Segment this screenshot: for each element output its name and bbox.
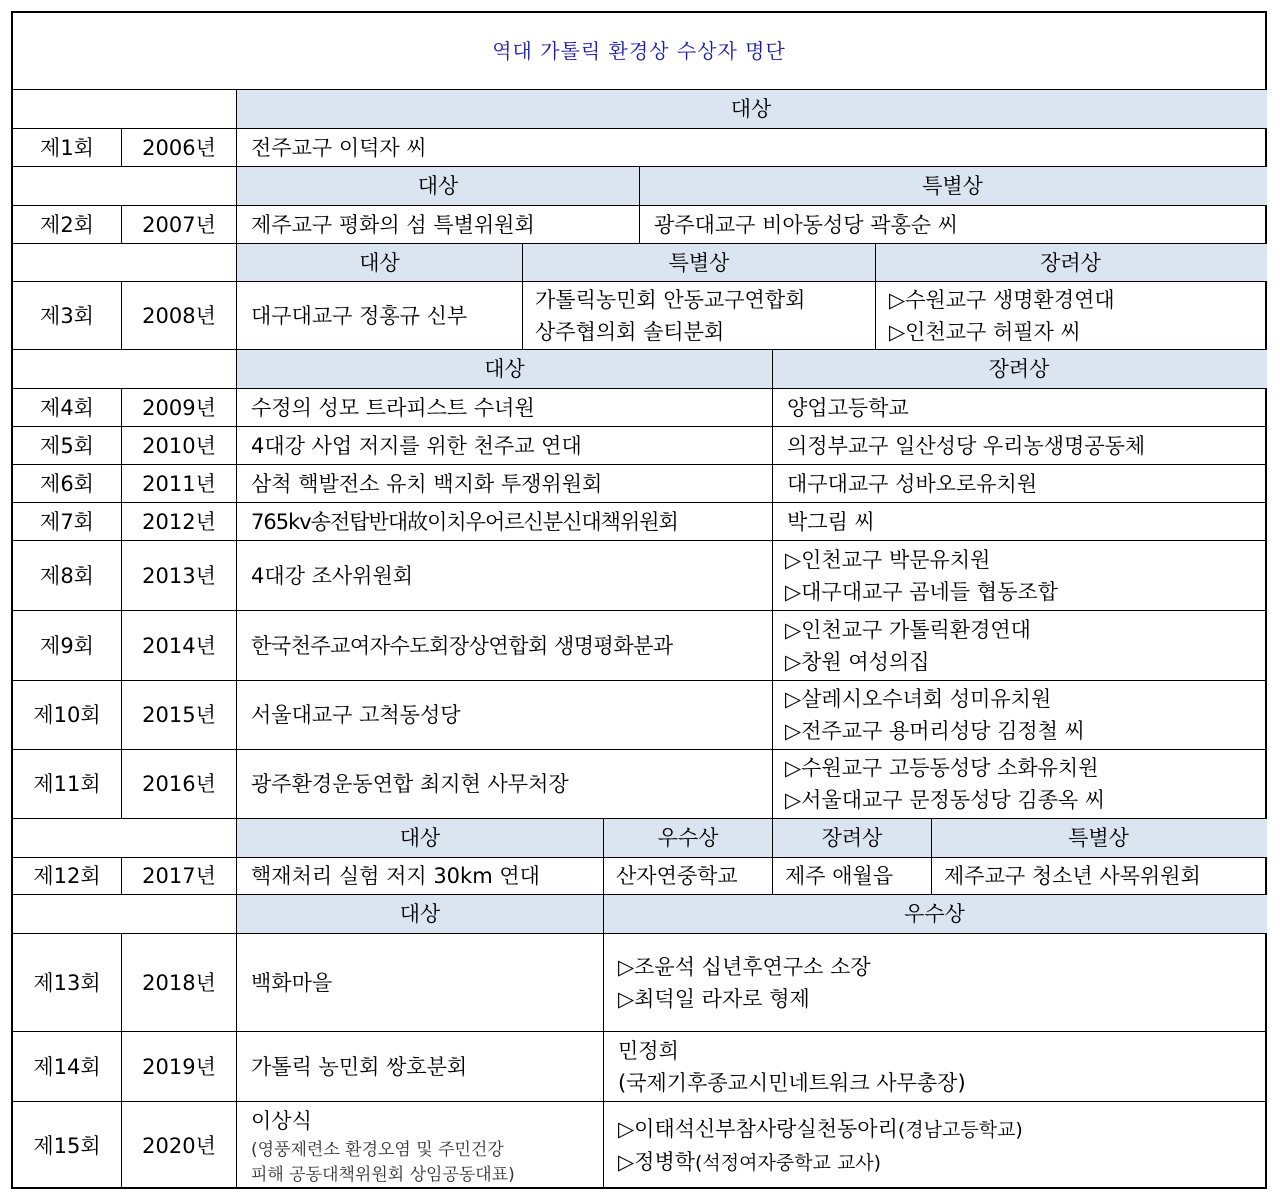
round-label: 제11회 [33,772,101,796]
daesang-name: 이상식 [251,1108,312,1133]
encourage-cell: 박그림 씨 [787,509,875,534]
round-label: 제7회 [40,509,94,534]
excellence-line: (국제기후종교시민네트워크 사무총장) [618,1070,966,1095]
encourage-line: ▷전주교구 용머리성당 김정철 씨 [785,719,1085,743]
excellence-line: ▷조윤석 십년후연구소 소장 [618,954,871,979]
encourage-line: ▷대구대교구 곰네들 협동조합 [785,579,1058,604]
excellence-line: ▷최덕일 라자로 형제 [618,986,810,1011]
daesang-cell: 가톨릭 농민회 쌍호분회 [251,1054,468,1079]
daesang-cell: 4대강 조사위원회 [251,563,414,588]
round-label: 제13회 [33,970,101,995]
header-daesang: 대상 [359,250,400,275]
header-special: 특별상 [922,174,983,198]
header-daesang: 대상 [399,826,441,850]
year-label: 2016년 [142,772,216,796]
encourage-line: ▷수원교구 고등동성당 소화유치원 [785,756,1099,780]
year-label: 2015년 [142,703,216,727]
excellence-line: ▷정병학(석정여자중학교 교사) [618,1149,882,1174]
round-label: 제15회 [33,1133,101,1158]
excellence-name: 이태석신부참사랑실천동아리 [634,1116,898,1141]
header-encourage: 장려상 [1040,250,1101,275]
daesang-note: 피해 공동대책위원회 상임공동대표) [251,1164,515,1185]
excellence-line: 민정희 [618,1038,679,1063]
year-label: 2011년 [142,471,216,496]
encourage-cell [889,282,1265,349]
round-label: 제6회 [40,471,94,496]
excellence-line: ▷이태석신부참사랑실천동아리(경남고등학교) [618,1116,1023,1141]
encourage-cell [785,611,1263,680]
daesang-cell: 765kv송전탑반대故이치우어르신분신대책위원회 [251,509,678,534]
year-label: 2013년 [142,563,216,588]
daesang-cell: 핵재처리 실험 저지 30km 연대 [251,864,540,888]
header-special: 특별상 [1068,826,1129,850]
year-label: 2020년 [142,1133,216,1158]
encourage-cell: 대구대교구 성바오로유치원 [787,471,1038,496]
daesang-cell [251,1102,601,1189]
header-excellence: 우수상 [904,902,965,926]
excellence-name: 정병학 [634,1149,696,1174]
daesang-cell: 수정의 성모 트라피스트 수녀원 [251,395,535,420]
header-special: 특별상 [668,250,730,275]
excellence-cell [618,1032,1258,1101]
year-label: 2019년 [142,1054,216,1079]
daesang-cell: 삼척 핵발전소 유치 백지화 투쟁위원회 [251,471,603,496]
encourage-line: ▷인천교구 박문유치원 [785,547,991,572]
header-daesang: 대상 [417,174,459,198]
excellence-cell [618,1102,1258,1189]
daesang-cell: 대구대교구 정홍규 신부 [251,303,468,328]
award-table [11,11,1267,1189]
daesang-cell: 전주교구 이덕자 씨 [251,135,427,160]
year-label: 2017년 [142,864,216,888]
round-label: 제2회 [40,212,94,237]
encourage-line: ▷인천교구 허필자 씨 [889,319,1081,344]
daesang-cell: 한국천주교여자수도회장상연합회 생명평화분과 [251,633,673,658]
special-cell [535,282,873,349]
excellence-cell [618,934,1258,1031]
encourage-cell [785,750,1263,818]
year-label: 2010년 [142,433,216,458]
round-label: 제10회 [33,703,101,727]
encourage-cell [785,681,1263,749]
encourage-line: ▷인천교구 가톨릭환경연대 [785,617,1031,642]
special-line: 가톨릭농민회 안동교구연합회 [535,287,806,312]
special-cell: 제주교구 청소년 사목위원회 [944,864,1201,888]
round-label: 제12회 [33,864,101,888]
page-title: 역대 가톨릭 환경상 수상자 명단 [492,39,786,63]
round-label: 제8회 [40,563,94,588]
daesang-cell: 4대강 사업 저지를 위한 천주교 연대 [251,433,582,458]
year-label: 2007년 [142,212,216,237]
encourage-cell: 의정부교구 일산성당 우리농생명공동체 [787,433,1146,458]
round-label: 제14회 [33,1054,101,1079]
encourage-line: ▷살레시오수녀회 성미유치원 [785,687,1052,711]
header-daesang: 대상 [399,902,441,926]
header-daesang: 대상 [484,357,525,381]
round-label: 제5회 [40,433,94,458]
daesang-cell: 서울대교구 고척동성당 [251,703,461,727]
year-label: 2018년 [142,970,216,995]
round-label: 제3회 [40,303,94,328]
encourage-line: ▷창원 여성의집 [785,649,930,674]
year-label: 2012년 [142,509,216,534]
excellence-note: (석정여자중학교 교사) [695,1151,882,1174]
year-label: 2014년 [142,633,216,658]
daesang-note: (영풍제련소 환경오염 및 주민건강 [251,1139,504,1160]
encourage-cell: 제주 애월읍 [785,864,894,888]
year-label: 2008년 [142,303,216,328]
encourage-line: ▷서울대교구 문정동성당 김종옥 씨 [785,788,1106,812]
year-label: 2009년 [142,395,216,420]
encourage-line: ▷수원교구 생명환경연대 [889,287,1115,312]
header-excellence: 우수상 [657,826,719,850]
special-cell: 광주대교구 비아동성당 곽홍순 씨 [654,212,959,237]
year-label: 2006년 [142,135,216,160]
excellence-note: (경남고등학교) [897,1118,1023,1141]
header-daesang: 대상 [730,97,772,121]
round-label: 제1회 [40,135,94,160]
special-line: 상주협의회 솔티분회 [535,319,725,344]
encourage-cell: 양업고등학교 [787,395,909,420]
header-encourage: 장려상 [821,826,883,850]
round-label: 제4회 [40,395,94,420]
header-encourage: 장려상 [988,357,1050,381]
round-label: 제9회 [40,633,94,658]
daesang-cell: 광주환경운동연합 최지현 사무처장 [251,772,569,796]
encourage-cell [785,541,1263,610]
daesang-cell: 백화마을 [251,970,333,995]
excellence-cell: 산자연중학교 [616,864,738,888]
daesang-cell: 제주교구 평화의 섬 특별위원회 [251,212,535,237]
